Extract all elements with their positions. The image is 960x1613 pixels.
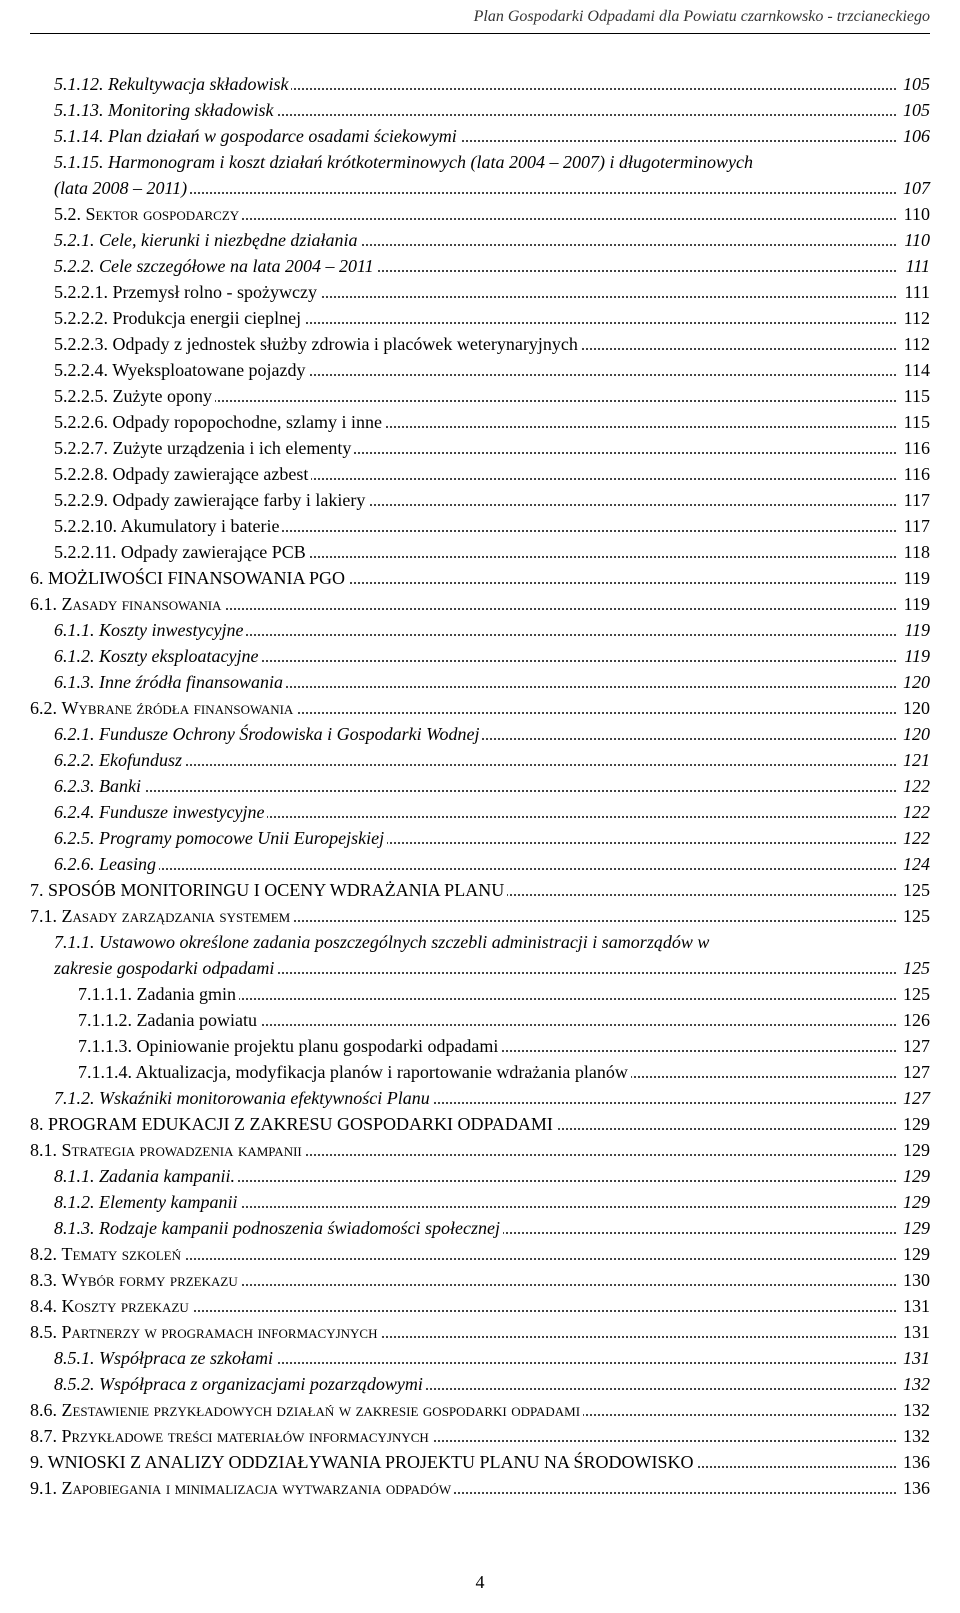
- toc-entry-number: 7.1.: [30, 906, 57, 926]
- toc-entry-page: 122: [900, 799, 930, 825]
- toc-entry[interactable]: [30, 1033, 930, 1059]
- toc-entry-page: 119: [901, 643, 930, 669]
- toc-entry-number: 8.1.1.: [54, 1166, 95, 1186]
- toc-entry-page: 129: [900, 1137, 930, 1163]
- toc-entry-page: 110: [901, 201, 930, 227]
- toc-entry[interactable]: [30, 877, 930, 903]
- toc-entry[interactable]: [30, 669, 930, 695]
- toc-entry[interactable]: [30, 1085, 930, 1111]
- toc-entry[interactable]: [30, 1215, 930, 1241]
- toc-entry[interactable]: [30, 201, 930, 227]
- toc-entry-page: 112: [901, 331, 930, 357]
- toc-entry-number: 5.2.2.11.: [54, 542, 117, 562]
- toc-entry-number: 9.1.: [30, 1478, 57, 1498]
- toc-entry[interactable]: [30, 175, 930, 201]
- toc-entry-page: 136: [900, 1449, 930, 1475]
- toc-entry[interactable]: [30, 97, 930, 123]
- toc-entry-page: 120: [900, 721, 930, 747]
- toc-entry-page: 132: [900, 1371, 930, 1397]
- page-number: 4: [475, 1572, 485, 1592]
- toc-entry-number: 8.5.2.: [54, 1374, 95, 1394]
- toc-entry-title: Cele, kierunki i niezbędne działania: [99, 230, 358, 250]
- toc-entry-page: 106: [900, 123, 930, 149]
- toc-entry-page: 120: [900, 669, 930, 695]
- toc-entry-number: 6.2.1.: [54, 724, 95, 744]
- toc-entry[interactable]: [30, 1267, 930, 1293]
- toc-entry-number: 5.2.1.: [54, 230, 95, 250]
- toc-entry[interactable]: [30, 123, 930, 149]
- toc-entry-page: 119: [901, 565, 930, 591]
- toc-entry-page: 130: [900, 1267, 930, 1293]
- toc-entry-number: 8.5.1.: [54, 1348, 95, 1368]
- toc-entry-title: Cele szczegółowe na lata 2004 – 2011: [99, 256, 374, 276]
- toc-entry-title: Ustawowo określone zadania poszczególnych szczebli administracji i samorządów w: [99, 932, 710, 952]
- toc-entry-title: Zadania gmin: [136, 984, 236, 1004]
- toc-entry-title: Zasady zarządzania systemem: [61, 906, 291, 926]
- toc-entry-title: Zadania powiatu: [136, 1010, 257, 1030]
- toc-entry-title: WNIOSKI Z ANALIZY ODDZIAŁYWANIA PROJEKTU PLANU NA ŚRODOWISKO: [47, 1452, 694, 1472]
- toc-entry-page: 129: [900, 1241, 930, 1267]
- toc-entry-title: Strategia prowadzenia kampanii: [61, 1140, 302, 1160]
- toc-entry-number: 6.1.: [30, 594, 57, 614]
- toc-entry[interactable]: [30, 591, 930, 617]
- toc-entry-title: Przykładowe treści materiałów informacyjnych: [61, 1426, 429, 1446]
- toc-entry-page: 127: [900, 1085, 930, 1111]
- toc-entry-title: Fundusze inwestycyjne: [99, 802, 265, 822]
- toc-entry-page: 114: [901, 357, 930, 383]
- toc-entry-number: 5.2.2.9.: [54, 490, 108, 510]
- toc-entry-title: Zapobiegania i minimalizacja wytwarzania odpadów: [61, 1478, 452, 1498]
- toc-entry-page: 126: [900, 1007, 930, 1033]
- toc-entry-title: Wskaźniki monitorowania efektywności Planu: [99, 1088, 430, 1108]
- toc-entry[interactable]: [30, 1241, 930, 1267]
- toc-entry[interactable]: [30, 279, 930, 305]
- toc-entry-number: 7.1.2.: [54, 1088, 95, 1108]
- dot-leader: [54, 790, 896, 792]
- toc-entry-title: Plan działań w gospodarce osadami ściekowymi: [108, 126, 457, 146]
- toc-entry-number: 8.: [30, 1114, 44, 1134]
- toc-entry-title: SPOSÓB MONITORINGU I OCENY WDRAŻANIA PLANU: [48, 880, 505, 900]
- toc-entry-number: 6.2.5.: [54, 828, 95, 848]
- toc-entry-title: Rekultywacja składowisk: [108, 74, 289, 94]
- toc-entry[interactable]: [30, 929, 930, 955]
- toc-entry-title: Wyeksploatowane pojazdy: [112, 360, 306, 380]
- toc-entry[interactable]: [30, 1475, 930, 1501]
- toc-entry-page: 127: [900, 1033, 930, 1059]
- toc-entry-number: 5.2.2.10.: [54, 516, 117, 536]
- toc-entry[interactable]: [30, 1059, 930, 1085]
- toc-entry-title: (lata 2008 – 2011): [54, 178, 188, 198]
- toc-entry-page: 127: [900, 1059, 930, 1085]
- toc-entry[interactable]: [30, 643, 930, 669]
- toc-entry-page: 132: [900, 1397, 930, 1423]
- toc-entry[interactable]: [30, 461, 930, 487]
- table-of-contents: [30, 71, 930, 1501]
- toc-entry-title: Harmonogram i koszt działań krótkoterminowych (lata 2004 – 2007) i długoterminowych: [108, 152, 753, 172]
- running-header: Plan Gospodarki Odpadami dla Powiatu czarnkowsko - trzcianeckiego: [473, 8, 930, 25]
- toc-entry-page: 117: [901, 487, 930, 513]
- toc-entry-page: 122: [900, 825, 930, 851]
- toc-entry-number: 9.: [30, 1452, 44, 1472]
- toc-entry[interactable]: [30, 565, 930, 591]
- toc-entry-page: 117: [901, 513, 930, 539]
- toc-entry-number: 5.2.2.3.: [54, 334, 108, 354]
- toc-entry[interactable]: [30, 1449, 930, 1475]
- toc-entry-title: Wybrane źródła finansowania: [61, 698, 294, 718]
- toc-entry[interactable]: [30, 747, 930, 773]
- toc-entry-number: 5.2.2.4.: [54, 360, 108, 380]
- toc-entry-page: 121: [900, 747, 930, 773]
- toc-entry-number: 8.3.: [30, 1270, 57, 1290]
- toc-entry-page: 111: [903, 253, 930, 279]
- toc-entry-title: Sektor gospodarczy: [85, 204, 240, 224]
- toc-entry-title: Tematy szkoleń: [61, 1244, 181, 1264]
- toc-entry-page: 129: [900, 1163, 930, 1189]
- toc-entry[interactable]: [30, 1345, 930, 1371]
- toc-entry-page: 119: [901, 591, 930, 617]
- toc-entry-title: PROGRAM EDUKACJI Z ZAKRESU GOSPODARKI ODPADAMI: [48, 1114, 553, 1134]
- toc-entry-title: Odpady z jednostek służby zdrowia i placówek weterynaryjnych: [112, 334, 578, 354]
- dot-leader: [54, 868, 896, 870]
- toc-entry[interactable]: [30, 305, 930, 331]
- toc-entry-number: 8.2.: [30, 1244, 57, 1264]
- toc-entry[interactable]: [30, 799, 930, 825]
- toc-entry-number: 8.1.3.: [54, 1218, 95, 1238]
- toc-entry-number: 6.2.4.: [54, 802, 95, 822]
- toc-entry-page: 118: [901, 539, 930, 565]
- toc-entry[interactable]: [30, 1137, 930, 1163]
- toc-entry-number: 7.1.1.: [54, 932, 95, 952]
- toc-entry-page: 129: [900, 1189, 930, 1215]
- toc-entry-number: 5.1.12.: [54, 74, 104, 94]
- toc-entry[interactable]: [30, 773, 930, 799]
- toc-entry-number: 5.2.: [54, 204, 81, 224]
- toc-entry-number: 7.1.1.2.: [78, 1010, 132, 1030]
- toc-entry-page: 122: [900, 773, 930, 799]
- toc-entry-number: 6.2.: [30, 698, 57, 718]
- toc-entry-number: 8.7.: [30, 1426, 57, 1446]
- toc-entry-number: 7.: [30, 880, 44, 900]
- toc-entry[interactable]: [30, 513, 930, 539]
- toc-entry-number: 5.2.2.7.: [54, 438, 108, 458]
- toc-entry[interactable]: [30, 227, 930, 253]
- toc-entry-title: Zużyte urządzenia i ich elementy: [112, 438, 352, 458]
- toc-entry-number: 6.2.3.: [54, 776, 95, 796]
- toc-entry-title: Ekofundusz: [99, 750, 182, 770]
- toc-entry[interactable]: [30, 695, 930, 721]
- toc-entry[interactable]: [30, 253, 930, 279]
- toc-entry-title: Banki: [99, 776, 141, 796]
- header-rule: [30, 33, 930, 34]
- toc-entry-page: 120: [900, 695, 930, 721]
- toc-entry[interactable]: [30, 357, 930, 383]
- toc-entry[interactable]: [30, 487, 930, 513]
- toc-entry-title: Odpady ropopochodne, szlamy i inne: [112, 412, 382, 432]
- toc-entry-number: 6.2.6.: [54, 854, 95, 874]
- toc-entry-page: 116: [901, 461, 930, 487]
- toc-entry[interactable]: [30, 1007, 930, 1033]
- toc-entry[interactable]: [30, 539, 930, 565]
- toc-entry[interactable]: [30, 383, 930, 409]
- toc-entry[interactable]: [30, 331, 930, 357]
- toc-entry[interactable]: [30, 903, 930, 929]
- toc-entry-title: Koszty inwestycyjne: [99, 620, 244, 640]
- toc-entry-title: Wybór formy przekazu: [61, 1270, 238, 1290]
- toc-entry[interactable]: [30, 1423, 930, 1449]
- toc-entry-title: Fundusze Ochrony Środowiska i Gospodarki Wodnej: [99, 724, 480, 744]
- toc-entry-title: Odpady zawierające farby i lakiery: [112, 490, 366, 510]
- toc-entry-page: 124: [900, 851, 930, 877]
- toc-entry-number: 6.1.1.: [54, 620, 95, 640]
- toc-entry-title: Współpraca z organizacjami pozarządowymi: [99, 1374, 423, 1394]
- toc-entry-title: Partnerzy w programach informacyjnych: [61, 1322, 378, 1342]
- toc-entry[interactable]: [30, 1319, 930, 1345]
- toc-entry-number: 8.4.: [30, 1296, 57, 1316]
- toc-entry-title: Leasing: [99, 854, 157, 874]
- toc-entry-number: 5.1.14.: [54, 126, 104, 146]
- toc-entry-title: Odpady zawierające azbest: [112, 464, 309, 484]
- toc-entry-page: 125: [900, 877, 930, 903]
- toc-entry-page: 131: [900, 1345, 930, 1371]
- toc-entry-title: Aktualizacja, modyfikacja planów i raportowanie wdrażania planów: [135, 1062, 628, 1082]
- toc-entry-number: 6.2.2.: [54, 750, 95, 770]
- toc-entry-number: 7.1.1.4.: [78, 1062, 132, 1082]
- toc-entry[interactable]: [30, 1371, 930, 1397]
- toc-entry-page: 125: [900, 955, 930, 981]
- toc-entry-page: 132: [900, 1423, 930, 1449]
- toc-entry-title: Koszty eksploatacyjne: [99, 646, 259, 666]
- toc-entry-number: 6.1.2.: [54, 646, 95, 666]
- toc-entry-page: 136: [900, 1475, 930, 1501]
- toc-entry[interactable]: [30, 1163, 930, 1189]
- toc-entry[interactable]: [30, 1189, 930, 1215]
- toc-entry-title: Programy pomocowe Unii Europejskiej: [99, 828, 385, 848]
- toc-entry[interactable]: [30, 435, 930, 461]
- toc-entry-number: 6.1.3.: [54, 672, 95, 692]
- toc-entry-title: Produkcja energii cieplnej: [112, 308, 302, 328]
- toc-entry-title: Opiniowanie projektu planu gospodarki odpadami: [136, 1036, 499, 1056]
- toc-entry-title: Koszty przekazu: [61, 1296, 189, 1316]
- toc-entry-number: 8.1.2.: [54, 1192, 95, 1212]
- toc-entry-title: Zasady finansowania: [61, 594, 222, 614]
- toc-entry[interactable]: [30, 1293, 930, 1319]
- toc-entry-number: 5.1.15.: [54, 152, 104, 172]
- toc-entry-number: 8.6.: [30, 1400, 57, 1420]
- toc-entry-title: MOŻLIWOŚCI FINANSOWANIA PGO: [48, 568, 345, 588]
- toc-entry-number: 7.1.1.3.: [78, 1036, 132, 1056]
- toc-entry-title: Inne źródła finansowania: [99, 672, 284, 692]
- toc-entry-page: 125: [900, 981, 930, 1007]
- toc-entry-page: 110: [901, 227, 930, 253]
- toc-entry-title: Elementy kampanii: [99, 1192, 238, 1212]
- toc-entry-title: Przemysł rolno - spożywczy: [112, 282, 317, 302]
- toc-entry-number: 5.2.2.6.: [54, 412, 108, 432]
- toc-entry[interactable]: [30, 721, 930, 747]
- toc-entry-number: 5.2.2.2.: [54, 308, 108, 328]
- toc-entry-number: 8.5.: [30, 1322, 57, 1342]
- toc-entry[interactable]: [30, 825, 930, 851]
- toc-entry-page: 112: [901, 305, 930, 331]
- toc-entry-page: 129: [900, 1215, 930, 1241]
- toc-entry-title: Monitoring składowisk: [108, 100, 274, 120]
- toc-entry-title: zakresie gospodarki odpadami: [54, 958, 275, 978]
- toc-entry-page: 105: [900, 71, 930, 97]
- toc-entry[interactable]: [30, 1111, 930, 1137]
- toc-entry-page: 107: [900, 175, 930, 201]
- toc-entry-number: 5.1.13.: [54, 100, 104, 120]
- toc-entry[interactable]: [30, 149, 930, 175]
- toc-entry[interactable]: [30, 851, 930, 877]
- toc-entry-page: 115: [901, 409, 930, 435]
- toc-entry[interactable]: [30, 981, 930, 1007]
- toc-entry-page: 129: [900, 1111, 930, 1137]
- toc-entry-number: 5.2.2.: [54, 256, 95, 276]
- toc-entry-number: 5.2.2.1.: [54, 282, 108, 302]
- toc-entry-title: Odpady zawierające PCB: [120, 542, 306, 562]
- toc-entry-title: Rodzaje kampanii podnoszenia świadomości społecznej: [99, 1218, 500, 1238]
- toc-entry-page: 125: [900, 903, 930, 929]
- toc-entry-page: 116: [901, 435, 930, 461]
- toc-entry-page: 131: [900, 1319, 930, 1345]
- toc-entry-page: 105: [900, 97, 930, 123]
- toc-entry-title: Zużyte opony: [112, 386, 212, 406]
- toc-entry-number: 5.2.2.8.: [54, 464, 108, 484]
- toc-entry[interactable]: [30, 617, 930, 643]
- toc-entry-page: 119: [901, 617, 930, 643]
- toc-entry[interactable]: [30, 1397, 930, 1423]
- toc-entry[interactable]: [30, 71, 930, 97]
- toc-entry-page: 115: [901, 383, 930, 409]
- toc-entry-title: Zadania kampanii.: [99, 1166, 236, 1186]
- toc-entry[interactable]: [30, 409, 930, 435]
- toc-entry-number: 5.2.2.5.: [54, 386, 108, 406]
- toc-entry-page: 131: [900, 1293, 930, 1319]
- toc-entry-title: Zestawienie przykładowych działań w zakresie gospodarki odpadami: [61, 1400, 581, 1420]
- toc-entry-title: Współpraca ze szkołami: [99, 1348, 273, 1368]
- toc-entry-number: 8.1.: [30, 1140, 57, 1160]
- toc-entry-number: 7.1.1.1.: [78, 984, 132, 1004]
- toc-entry[interactable]: [30, 955, 930, 981]
- toc-entry-number: 6.: [30, 568, 44, 588]
- toc-entry-title: Akumulatory i baterie: [120, 516, 280, 536]
- toc-entry-page: 111: [901, 279, 930, 305]
